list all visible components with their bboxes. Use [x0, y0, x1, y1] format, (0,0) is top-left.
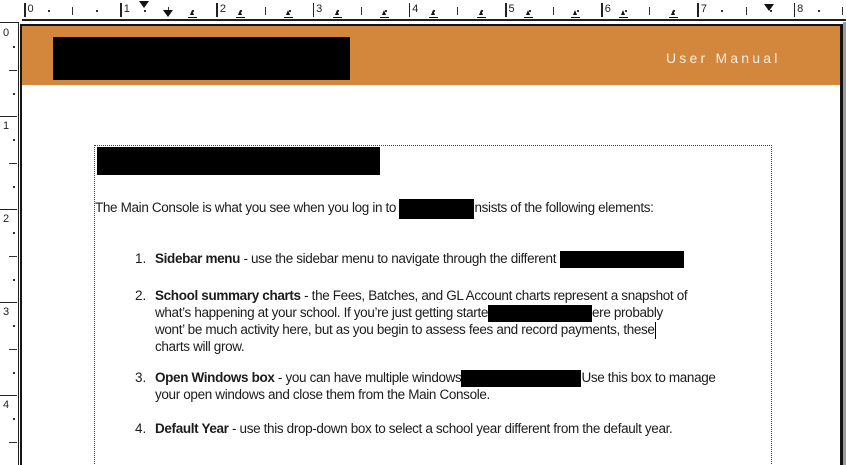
list-item-label: Open Windows box	[155, 370, 275, 385]
tab-stop-marker[interactable]	[669, 10, 678, 18]
tab-stop-marker[interactable]	[188, 10, 197, 18]
list-item-2-line-2[interactable]	[155, 304, 663, 321]
ruler-half-tick	[9, 163, 17, 164]
ruler-number: 7	[700, 3, 708, 15]
tab-stop-marker[interactable]	[429, 10, 438, 18]
ruler-number: 8	[797, 3, 804, 15]
ruler-number: 0	[27, 3, 34, 15]
list-item-text: - you can have multiple windows	[274, 370, 462, 385]
list-item-label: Default Year	[155, 421, 229, 436]
header-logo-redaction-box	[53, 37, 350, 80]
ruler-quarter-tick	[48, 10, 50, 12]
ruler-number: 0	[3, 27, 10, 39]
ruler-quarter-tick	[13, 325, 15, 327]
ruler-number: 2	[219, 3, 227, 15]
ruler-inch-mark	[120, 3, 122, 17]
ruler-quarter-tick	[13, 93, 15, 95]
horizontal-ruler[interactable]	[22, 0, 846, 21]
header-title: User Manual	[666, 50, 781, 66]
ruler-inch-mark	[697, 3, 699, 17]
ruler-half-tick	[457, 7, 458, 15]
list-item-text: ere probably	[592, 305, 663, 320]
list-item-text: - the Fees, Batches, and GL Account charts represent a snapshot of	[300, 288, 688, 303]
ruler-inch-mark	[0, 395, 17, 396]
list-number: 4.	[135, 421, 147, 436]
ruler-quarter-tick	[721, 10, 723, 12]
ruler-half-tick	[842, 7, 843, 15]
list-item-text: - use the sidebar menu to navigate through the different	[240, 251, 560, 266]
right-indent-marker[interactable]	[764, 4, 774, 11]
ruler-inch-mark	[409, 3, 411, 17]
ruler-inch-mark	[216, 3, 218, 17]
ruler-inch-mark	[0, 209, 17, 210]
list-item-2-line-3[interactable]	[155, 321, 656, 338]
ruler-number: 1	[3, 120, 10, 132]
ruler-inch-mark	[794, 3, 796, 17]
tab-stop-marker[interactable]	[333, 10, 342, 18]
tab-stop-marker[interactable]	[477, 10, 486, 18]
tab-stop-marker[interactable]	[619, 10, 628, 18]
tab-stop-marker[interactable]	[524, 10, 533, 18]
section-title-redaction-box	[97, 147, 380, 175]
ruler-half-tick	[265, 7, 266, 15]
ruler-inch-mark	[505, 3, 507, 17]
list-item-label: Sidebar menu	[155, 251, 241, 266]
ruler-half-tick	[9, 349, 17, 350]
list-item-2-line-4[interactable]	[155, 338, 244, 355]
list-item-text: - use this drop-down box to select a school year different from the default year.	[228, 421, 673, 436]
ruler-inch-mark	[313, 3, 315, 17]
ruler-quarter-tick	[818, 10, 820, 12]
ruler-number: 6	[604, 3, 611, 15]
ruler-number: 4	[412, 3, 419, 15]
tab-stop-marker[interactable]	[236, 10, 245, 18]
list-item-text: wont’ be much activity here, but as you begin to assess fees and record payments, these	[155, 322, 655, 337]
intro-text-after: nsists of the following elements:	[474, 200, 654, 215]
ruler-quarter-tick	[13, 232, 15, 234]
list-number: 2.	[135, 288, 147, 303]
list-item-4-line-1[interactable]	[135, 420, 672, 437]
list-item-1-line-1[interactable]	[135, 250, 684, 267]
ruler-inch-mark	[0, 302, 17, 303]
left-indent-marker[interactable]	[163, 10, 173, 17]
ruler-quarter-tick	[144, 10, 146, 12]
list-item-text: your open windows and close them from the Main Console.	[155, 387, 490, 402]
tab-stop-marker[interactable]	[571, 10, 580, 18]
list-item-text: charts will grow.	[155, 339, 245, 354]
text-cursor	[655, 322, 657, 339]
ruler-quarter-tick	[13, 139, 15, 141]
ruler-number: 1	[123, 3, 130, 15]
redaction-box-intro	[399, 199, 474, 219]
redaction-box-item3	[461, 370, 581, 387]
list-item-text: what’s happening at your school. If you’re just getting starte	[155, 305, 489, 320]
ruler-quarter-tick	[13, 46, 15, 48]
intro-paragraph[interactable]	[95, 199, 654, 216]
ruler-number: 3	[3, 306, 10, 318]
ruler-number: 2	[3, 213, 10, 225]
ruler-inch-mark	[0, 116, 17, 117]
redaction-box-item1	[560, 251, 684, 268]
ruler-half-tick	[9, 256, 17, 257]
ruler-half-tick	[553, 7, 554, 15]
ruler-half-tick	[9, 442, 17, 443]
redaction-box-item2	[488, 305, 592, 322]
ruler-number: 3	[316, 3, 323, 15]
list-number: 3.	[135, 370, 147, 385]
ruler-inch-mark	[601, 3, 603, 17]
ruler-half-tick	[361, 7, 362, 15]
list-item-text: Use this box to manage	[581, 370, 716, 385]
tab-stop-marker[interactable]	[380, 10, 389, 18]
ruler-quarter-tick	[13, 372, 15, 374]
ruler-inch-mark	[24, 3, 26, 17]
ruler-half-tick	[649, 7, 650, 15]
ruler-number: 5	[508, 3, 515, 15]
list-item-3-line-1[interactable]	[135, 369, 716, 386]
ruler-quarter-tick	[13, 186, 15, 188]
tab-stop-marker[interactable]	[284, 10, 293, 18]
ruler-half-tick	[9, 70, 17, 71]
ruler-quarter-tick	[13, 279, 15, 281]
list-item-2-line-1[interactable]	[135, 287, 687, 304]
ruler-number: 4	[3, 399, 10, 411]
list-item-3-line-2[interactable]	[155, 386, 490, 403]
ruler-quarter-tick	[13, 418, 15, 420]
intro-text-before: The Main Console is what you see when you log in to	[95, 200, 400, 215]
vertical-ruler[interactable]	[0, 22, 19, 465]
ruler-half-tick	[746, 7, 747, 15]
first-line-indent-marker[interactable]	[139, 1, 149, 8]
ruler-half-tick	[72, 7, 73, 15]
list-number: 1.	[135, 251, 147, 266]
ruler-quarter-tick	[96, 10, 98, 12]
list-item-label: School summary charts	[155, 288, 301, 303]
